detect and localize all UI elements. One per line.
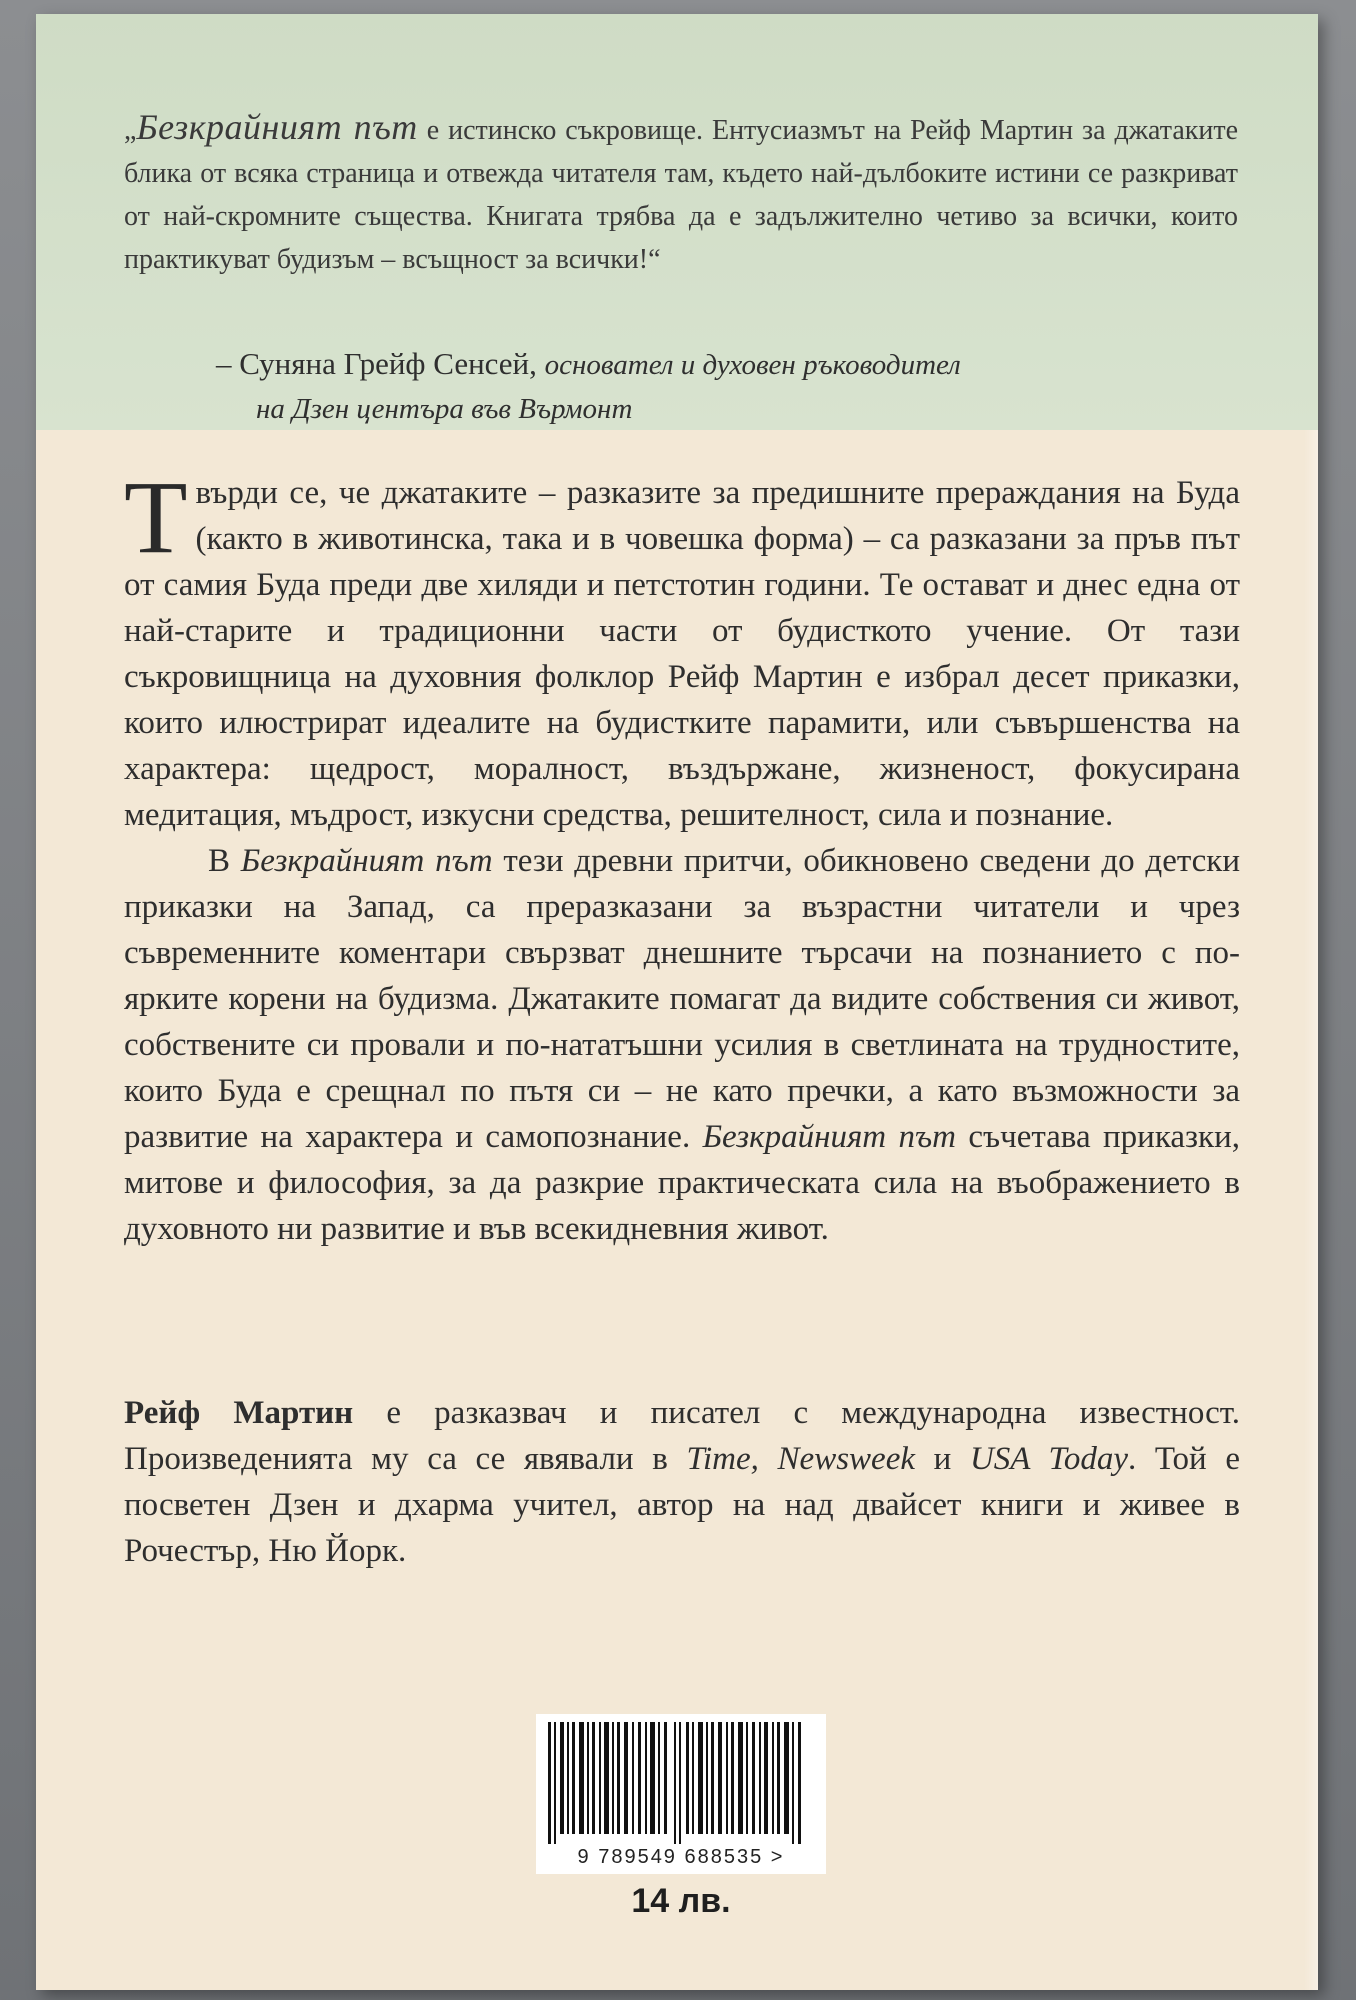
quote-author-role: основател и духовен ръководител (544, 349, 961, 381)
quote-attribution (216, 342, 1216, 431)
endorsement-quote (124, 106, 1238, 281)
quote-text: е истинско съкровище. Ентусиазмът на Рейф Мартин за джатаките блика от всяка страница и отвежда читателя там, където най-дълбоките истини се разкриват от най-скромните същества. Книгата трябва да е задължително четиво за всички, които практикуват будизъм – всъщност за всички!“ (124, 115, 1238, 275)
quote-author-role-line2: на Дзен центъра във Върмонт (256, 393, 633, 425)
author-name: Рейф Мартин (124, 1395, 354, 1431)
quote-open-mark: „ (124, 115, 137, 146)
description-book-title-2: Безкрайният път (702, 1119, 956, 1155)
barcode-bars (546, 1722, 816, 1844)
book-back-cover (36, 14, 1318, 1990)
price-label: 14 лв. (631, 1882, 731, 1920)
publication-list-2: USA Today (969, 1441, 1128, 1477)
isbn-barcode (536, 1714, 826, 1874)
quote-book-title: Безкрайният път (136, 107, 418, 147)
book-description (124, 460, 1240, 1252)
drop-cap: Т (124, 460, 188, 575)
description-paragraph-1 (124, 460, 1240, 838)
description-book-title: Безкрайният път (240, 843, 493, 879)
description-p1-text: върди се, че джатаките – разказите за предишните прераждания на Буда (както в животинска, така и в човешка форма) – са разказани за пръв път от самия Буда преди две хиляди и петстотин години. Те остават и днес една от най-старите и традиционни части от будисткото учение. От тази съкровищница на духовния фолклор Рейф Мартин е избрал десет приказки, които илюстрират идеалите на будистките парамити, или съвършенства на характера: щедрост, моралност, въздържане, жизненост, фокусирана медитация, мъдрост, изкусни средства, решителност, сила и познание. (124, 475, 1240, 833)
publication-list-1: Time, Newsweek (686, 1441, 916, 1477)
author-bio: Рейф Мартин е разказвач и писател с международна известност. Произведенията му са се явявали в Time, Newsweek и USA Today. Той е посветен Дзен и дхарма учител, автор на над двайсет книги и живее в Рочестър, Ню Йорк. (124, 1395, 1241, 1569)
isbn-digits: 9 789549 688535 > (577, 1846, 785, 1868)
quote-author: – Суняна Грейф Сенсей, (216, 346, 537, 381)
description-paragraph-2: В Безкрайният път тези древни притчи, обикновено сведени до детски приказки на Запад, са преразказани за възрастни читатели и чрез съвременните коментари свързват днешните търсачи на познанието с по-ярките корени на будизма. Джатаките помагат да видите собствения си живот, собствените си провали и по-нататъшни усилия в светлината на трудностите, които Буда е срещнал по пътя си – не като пречки, а като възможности за развитие на характера и самопознание. Безкрайният път съчетава приказки, митове и философия, за да разкрие практическата сила на въображението в духовното ни развитие и във всекидневния живот. (124, 843, 1240, 1247)
